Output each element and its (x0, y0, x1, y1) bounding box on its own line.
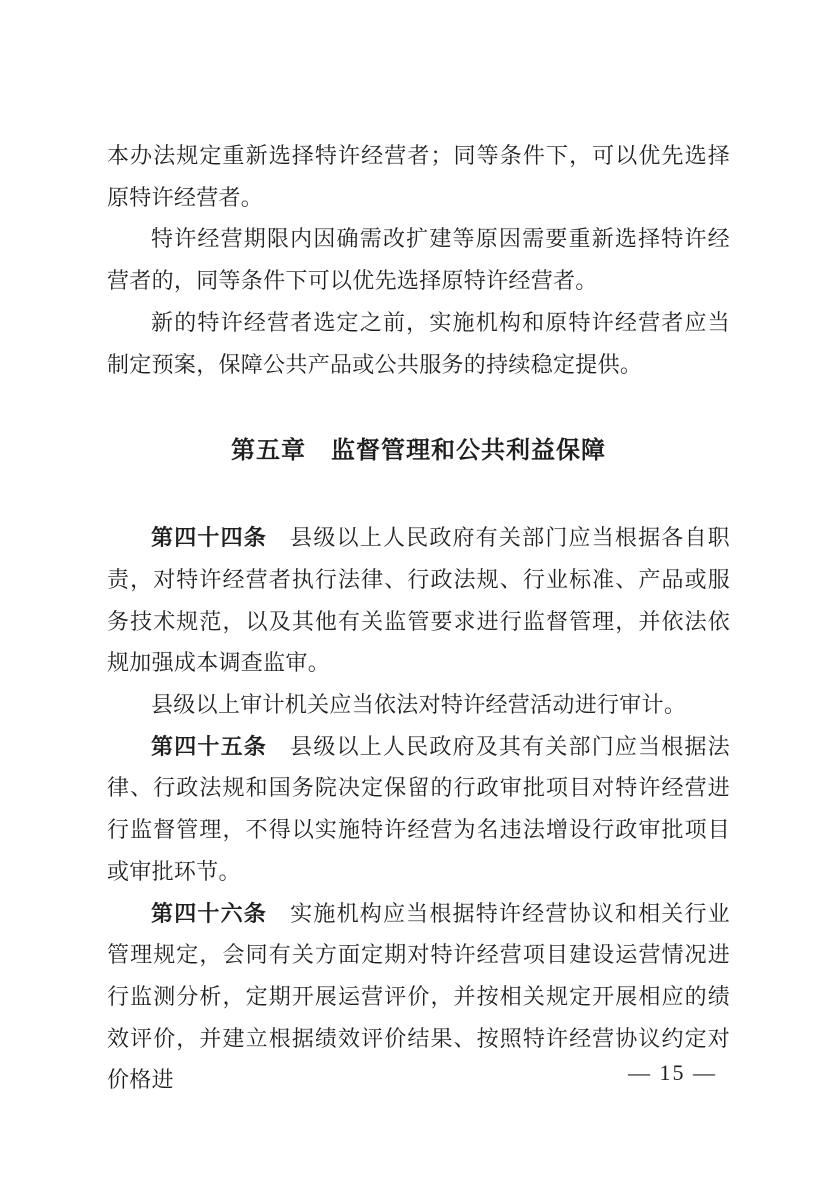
text-run: 本办法规定重新选择特许经营者；同等条件下，可以优先选择原特许经营者。 (107, 143, 730, 210)
text-run: 实施机构应当根据特许经营协议和相关行业管理规定，会同有关方面定期对特许经营项目建设运营情况进行监测分析，定期开展运营评价，并按相关规定开展相应的绩效评价，并建立根据绩效评价结果、按照特许经营协议约定对价格进 (107, 900, 730, 1093)
paragraph (107, 302, 730, 385)
paragraph (107, 726, 730, 893)
text-run: 特许经营期限内因确需改扩建等原因需要重新选择特许经营者的，同等条件下可以优先选择原特许经营者。 (107, 226, 730, 294)
chapter-heading (107, 429, 730, 473)
paragraph (107, 684, 730, 726)
paragraph (107, 517, 730, 684)
chapter-heading-text: 第五章 监督管理和公共利益保障 (231, 437, 606, 465)
article-number: 第四十四条 (151, 525, 267, 551)
text-run: 县级以上人民政府有关部门应当根据各自职责，对特许经营者执行法律、行政法规、行业标准、产品或服务技术规范，以及其他有关监管要求进行监督管理，并依法依规加强成本调查监审。 (107, 525, 730, 676)
paragraph (107, 135, 730, 218)
document-body (107, 135, 730, 1101)
paragraph (107, 218, 730, 301)
article-number: 第四十五条 (151, 733, 267, 759)
text-run: 县级以上人民政府及其有关部门应当根据法律、行政法规和国务院决定保留的行政审批项目对特许经营进行监督管理，不得以实施特许经营为名违法增设行政审批项目或审批环节。 (107, 733, 730, 884)
page-number: — 15 — (628, 1060, 717, 1085)
text-run: 县级以上审计机关应当依法对特许经营活动进行审计。 (151, 692, 687, 718)
text-run: 新的特许经营者选定之前，实施机构和原特许经营者应当制定预案，保障公共产品或公共服务的持续稳定提供。 (107, 309, 730, 377)
article-number: 第四十六条 (151, 900, 267, 926)
